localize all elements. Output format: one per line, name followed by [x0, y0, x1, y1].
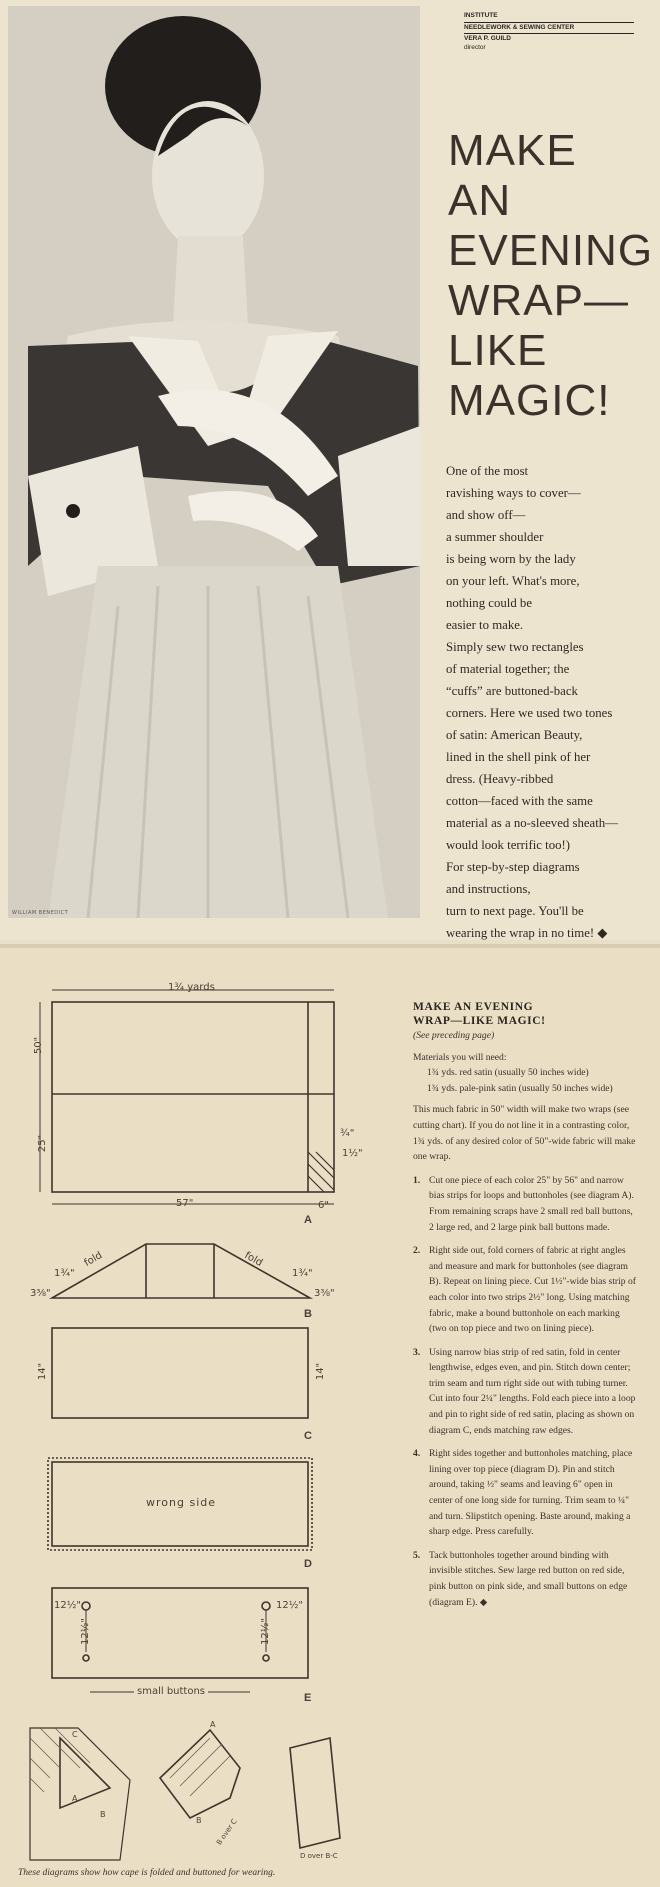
headline-line: EVENING [448, 226, 654, 275]
label-height-25: 25" [37, 1134, 49, 1153]
intro-line: nothing could be [446, 596, 533, 610]
label-e-right: 12½" [276, 1600, 304, 1611]
intro-line: material as a no-sleeved sheath— [446, 816, 618, 830]
label-b-left-1: 1¾" [54, 1268, 75, 1279]
diagram-label-b: B [304, 1308, 312, 1320]
masthead-line-4: director [464, 43, 486, 51]
instruction-step [413, 1345, 638, 1439]
step-number: 4. [413, 1448, 421, 1460]
intro-line: cotton—faced with the same [446, 794, 593, 808]
intro-line: “cuffs” are buttoned-back [446, 684, 578, 698]
instructions-title-line: MAKE AN EVENING [413, 1001, 534, 1013]
fashion-photo [8, 6, 420, 918]
label-c-right: 14" [315, 1362, 327, 1381]
intro-line: easier to make. [446, 618, 524, 632]
intro-line: of satin: American Beauty, [446, 728, 583, 742]
label-e-vert-right: 12½" [260, 1617, 272, 1646]
intro-line: corners. Here we used two tones [446, 706, 613, 720]
diagram-caption: These diagrams show how cape is folded and buttoned for wearing. [18, 1868, 276, 1878]
instructions-title-line: WRAP—LIKE MAGIC! [413, 1015, 546, 1027]
fold-label-c: C [72, 1730, 78, 1739]
intro-text [446, 460, 646, 944]
step-text: Right side out, fold corners of fabric at right angles and measure and mark for buttonholes (see diagram B). Repeat on lining piece. Cut 1½"-wide bias strip of each color into two strips 2½" long. Using matching fabric, make a bound buttonhole on each marking (two on top piece and two on lining piece). [429, 1245, 636, 1335]
fold-label-b: B [100, 1810, 106, 1819]
fold-label-a: A [72, 1794, 78, 1803]
label-dim-one-half: 1½" [342, 1148, 363, 1159]
material-item: 1¾ yds. red satin (usually 50 inches wide) [427, 1067, 589, 1079]
diagram-label-e: E [304, 1692, 312, 1704]
label-c-left: 14" [37, 1362, 49, 1381]
fold2-label-b: B [196, 1816, 202, 1825]
fold2-label-a: A [210, 1720, 216, 1729]
label-fold-left: fold [82, 1250, 105, 1269]
intro-line: on your left. What's more, [446, 574, 580, 588]
headline-line: AN [448, 176, 512, 225]
instruction-step [413, 1243, 638, 1337]
label-dim-three-quarter: ¾" [340, 1128, 355, 1139]
diagram-label-a: A [304, 1214, 312, 1226]
label-fold-right: fold [242, 1250, 265, 1269]
pattern-diagram-drawings [0, 948, 400, 1887]
step-number: 1. [413, 1174, 421, 1186]
step-text: Using narrow bias strip of red satin, fold in center lengthwise, edges even, and pin. Stitch down center; trim seam and turn right side out with tubing turner. Cut into four 2¼" lengths. Fold each piece into a loop and pin to right side of red satin, placing as shown on diagram C, ends matching raw edges. [429, 1346, 636, 1436]
headline-line: MAGIC! [448, 376, 611, 425]
masthead-rule [464, 33, 634, 34]
instructions-title [413, 1000, 638, 1028]
woman-in-wrap-illustration [8, 6, 420, 918]
intro-line: wearing the wrap in no time! ◆ [446, 926, 608, 940]
intro-line: For step-by-step diagrams [446, 860, 580, 874]
diagram-label-c: C [304, 1430, 312, 1442]
fabric-note: This much fabric in 50" width will make two wraps (see cutting chart). If you do not line it in a contrasting color, 1¾ yds. of any desired color of 50"-wide fabric will make one wrap. [413, 1104, 636, 1163]
step-text: Right sides together and buttonholes matching, place lining over top piece (diagram D). Pin and stitch around, taking ½" seams and leaving 6" open in center of one long side for turning. Trim seam to ¼" and turn. Slipstitch opening. Baste around, making a sharp edge. Press carefully. [429, 1448, 633, 1538]
instruction-step [413, 1548, 638, 1610]
label-e-left: 12½" [54, 1600, 82, 1611]
masthead-line-2: NEEDLEWORK & SEWING CENTER [464, 23, 575, 31]
label-b-left-2: 3⅜" [30, 1288, 51, 1299]
fold3-label-over: D over B-C [300, 1852, 338, 1860]
intro-line: would look terrific too!) [446, 838, 571, 852]
headline [448, 126, 654, 426]
headline-line: MAKE [448, 126, 577, 175]
material-item: 1¾ yds. pale-pink satin (usually 50 inches wide) [427, 1082, 613, 1094]
materials-intro: Materials you will need: [413, 1051, 507, 1063]
headline-line: WRAP— [448, 276, 629, 325]
intro-line: One of the most [446, 464, 529, 478]
intro-line: and show off— [446, 508, 526, 522]
pattern-diagrams [0, 948, 400, 1887]
step-number: 2. [413, 1245, 421, 1257]
masthead-line-1: INSTITUTE [464, 12, 498, 19]
intro-line: Simply sew two rectangles [446, 640, 584, 654]
intro-line: of material together; the [446, 662, 570, 676]
intro-line: is being worn by the lady [446, 552, 576, 566]
intro-line: a summer shoulder [446, 530, 544, 544]
label-width-57: 57" [176, 1198, 194, 1209]
label-yards: 1¾ yards [168, 982, 215, 993]
instruction-step [413, 1173, 638, 1235]
label-b-right-2: 3⅜" [314, 1288, 335, 1299]
label-e-vert-left: 12½" [80, 1617, 92, 1646]
fold2-label-over: B over C [215, 1817, 239, 1847]
step-number: 3. [413, 1346, 421, 1358]
headline-line: LIKE [448, 326, 548, 375]
intro-line: and instructions, [446, 882, 531, 896]
diagram-label-d: D [304, 1558, 312, 1570]
instructions-subtitle: (See preceding page) [413, 1030, 495, 1041]
step-text: Tack buttonholes together around binding with invisible stitches. Sew large red button on red side, pink button on pink side, and small buttons on edge (diagram E). ◆ [429, 1549, 628, 1608]
label-small-buttons: small buttons [134, 1686, 208, 1697]
intro-line: lined in the shell pink of her [446, 750, 591, 764]
institute-masthead [464, 12, 634, 52]
label-wrong-side: wrong side [146, 1496, 216, 1509]
magazine-page-top [0, 0, 660, 940]
step-number: 5. [413, 1549, 421, 1561]
photo-credit: WILLIAM BENEDICT [12, 910, 69, 916]
label-dim-6: 6" [318, 1200, 329, 1211]
label-height-50: 50" [33, 1036, 45, 1055]
instruction-step [413, 1446, 638, 1540]
intro-line: ravishing ways to cover— [446, 486, 581, 500]
intro-line: turn to next page. You'll be [446, 904, 584, 918]
instructions-column [413, 1000, 638, 1610]
intro-line: dress. (Heavy-ribbed [446, 772, 554, 786]
masthead-rule [464, 22, 634, 23]
label-b-right-1: 1¾" [292, 1268, 313, 1279]
masthead-line-3: VERA P. GUILD [464, 35, 511, 42]
step-text: Cut one piece of each color 25" by 56" and narrow bias strips for loops and buttonholes (see diagram A). From remaining scraps have 2 small red ball buttons, 2 large red, and 2 large pink ball buttons made. [429, 1174, 634, 1233]
